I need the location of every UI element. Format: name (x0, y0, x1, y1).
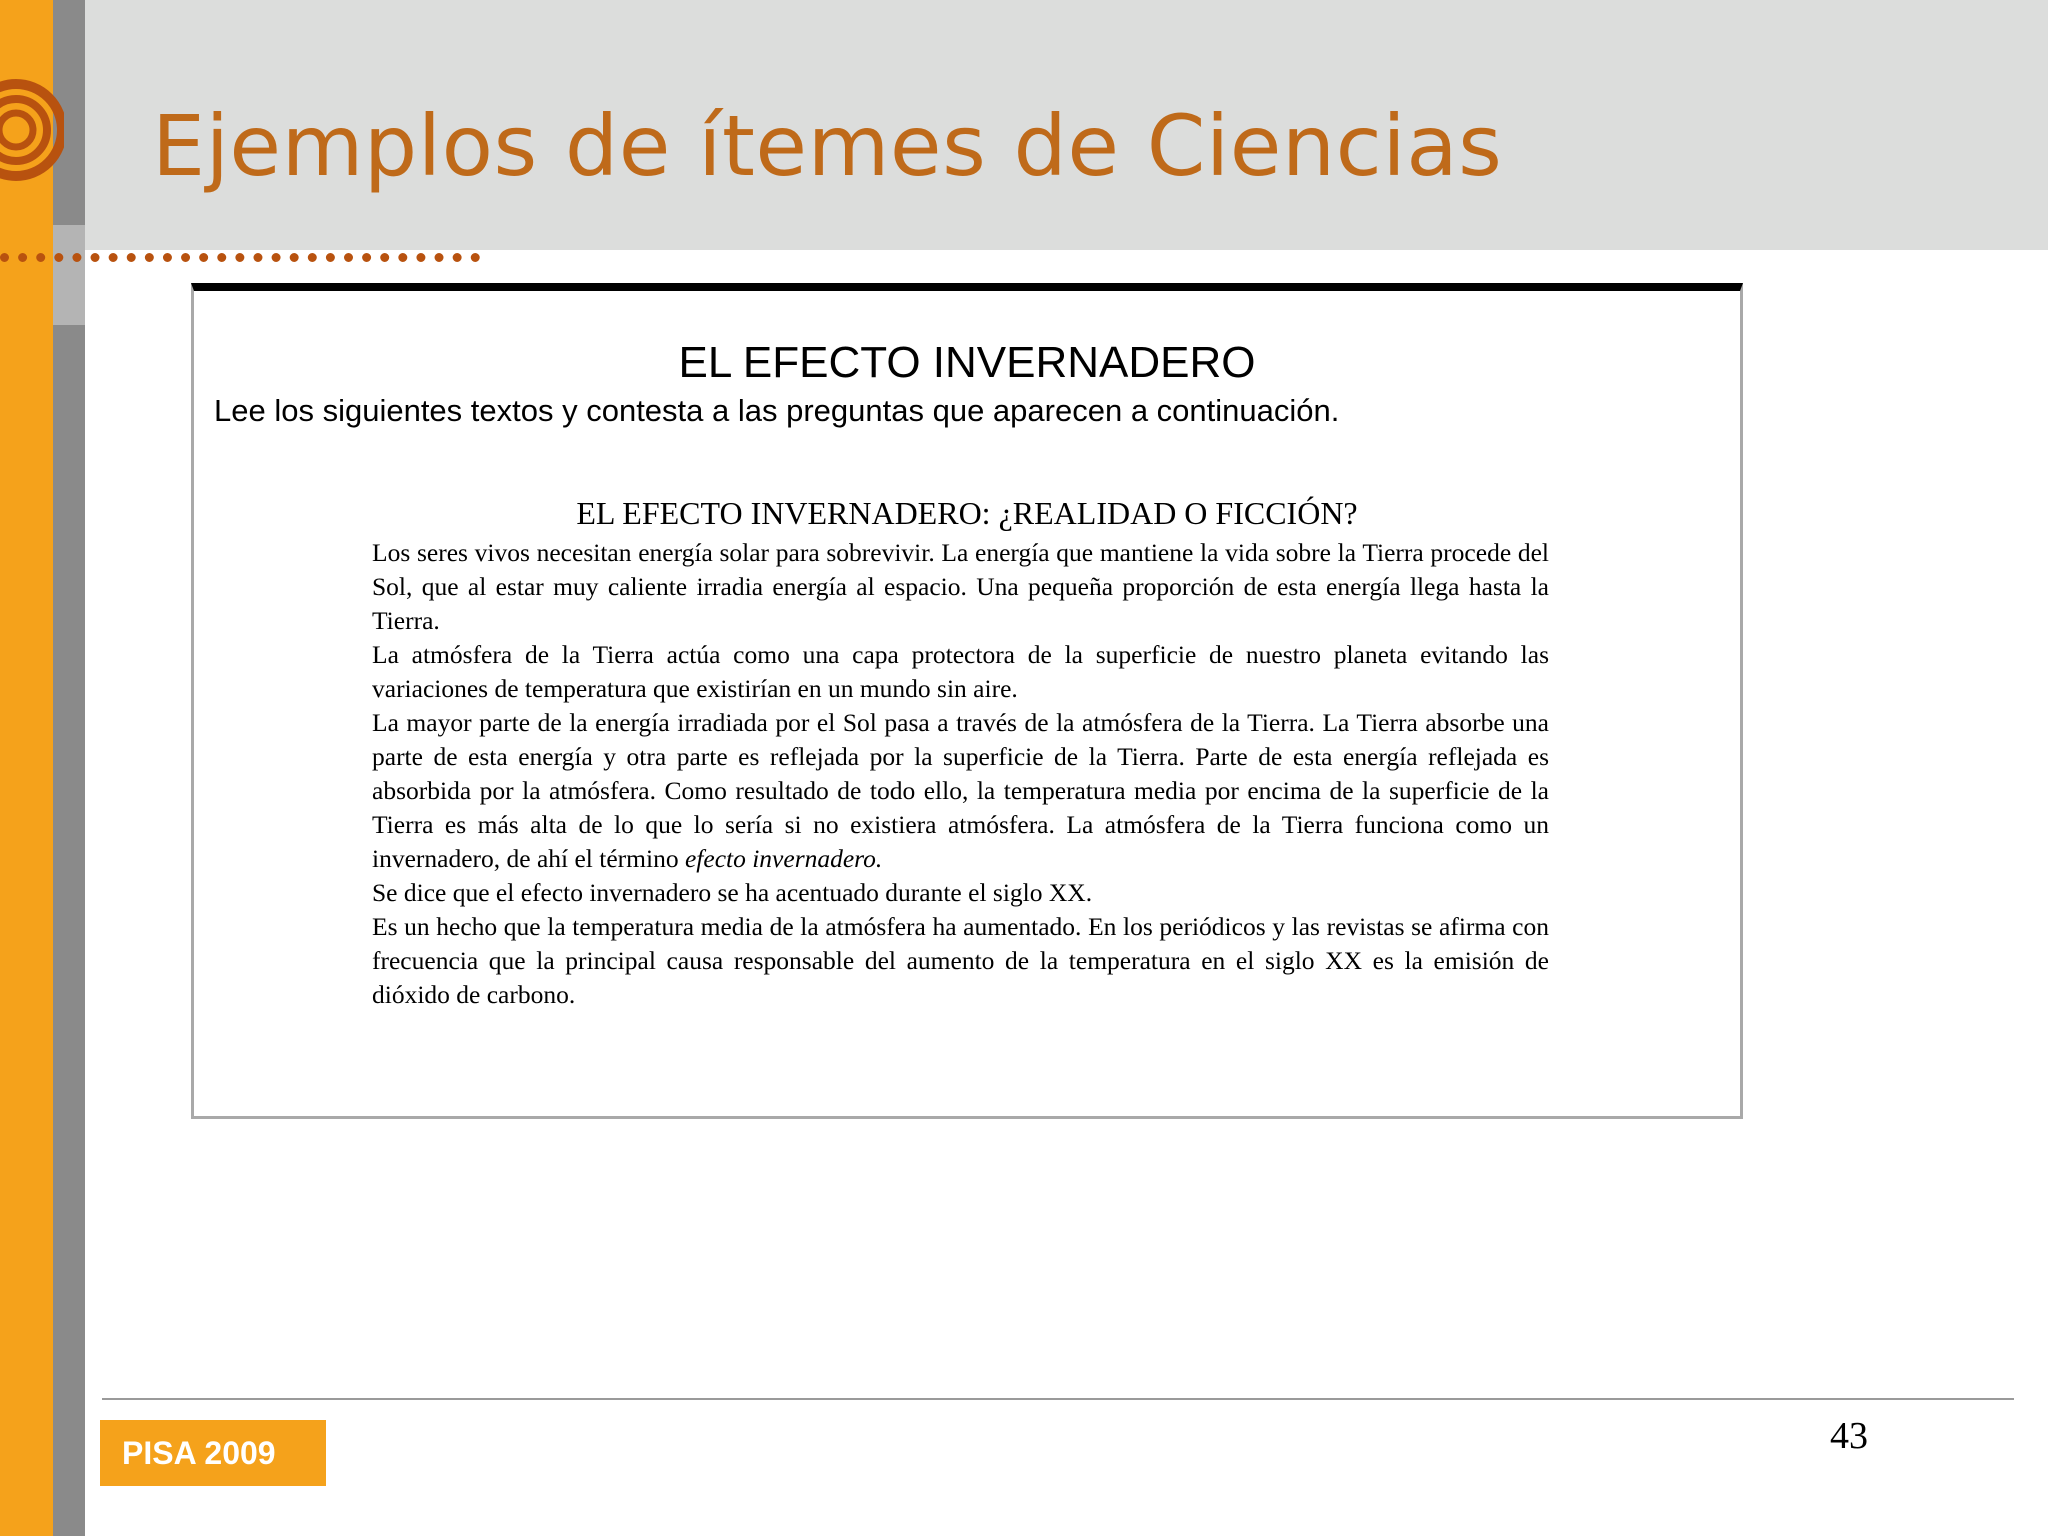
left-accent-bar (0, 0, 53, 1536)
panel-heading: EL EFECTO INVERNADERO (678, 338, 1256, 387)
left-gray-bar-highlight (53, 225, 85, 325)
footer-tag (100, 1420, 326, 1486)
title-dotted-rule (0, 253, 480, 262)
page-number: 43 (1830, 1415, 1868, 1457)
reading-panel (191, 283, 1743, 1119)
reading-paragraph-5: Es un hecho que la temperatura media de la atmósfera ha aumentado. En los periódicos y las revistas se afirma con frecuencia que la principal causa responsable del aumento de la temperatura en el siglo XX es la emisión de dióxido de carbono. (372, 912, 1549, 1009)
reading-paragraph-4: Se dice que el efecto invernadero se ha acentuado durante el siglo XX. (372, 878, 1093, 907)
reading-paragraph-1: Los seres vivos necesitan energía solar para sobrevivir. La energía que mantiene la vida sobre la Tierra procede del Sol, que al estar muy caliente irradia energía al espacio. Una pequeña proporción de esta energía llega hasta la Tierra. (372, 538, 1549, 635)
reading-term-italic: efecto invernadero. (684, 844, 883, 873)
footer-rule (102, 1398, 2014, 1400)
reading-title: EL EFECTO INVERNADERO: ¿REALIDAD O FICCIÓN? (576, 495, 1358, 531)
reading-paragraph-3 (372, 706, 1549, 876)
panel-instruction: Lee los siguientes textos y contesta a las preguntas que aparecen a continuación. (214, 393, 1340, 428)
reading-body (372, 536, 1549, 1012)
concentric-circles-logo-icon (0, 50, 64, 210)
slide-title: Ejemplos de ítemes de Ciencias (152, 97, 1503, 195)
reading-paragraph-3-text: La mayor parte de la energía irradiada por el Sol pasa a través de la atmósfera de la Tierra. La Tierra absorbe una parte de esta energía y otra parte es reflejada por la superficie de la Tierra. Parte de esta energía reflejada es absorbida por la atmósfera. Como resultado de todo ello, la temperatura media por encima de la superficie de la Tierra es más alta de lo que lo sería si no existiera atmósfera. La atmósfera de la Tierra funciona como un invernadero, de ahí el término (372, 708, 1549, 873)
reading-paragraph-2: La atmósfera de la Tierra actúa como una capa protectora de la superficie de nuestro planeta evitando las variaciones de temperatura que existirían en un mundo sin aire. (372, 640, 1549, 703)
footer-tag-label: PISA 2009 (122, 1434, 276, 1471)
